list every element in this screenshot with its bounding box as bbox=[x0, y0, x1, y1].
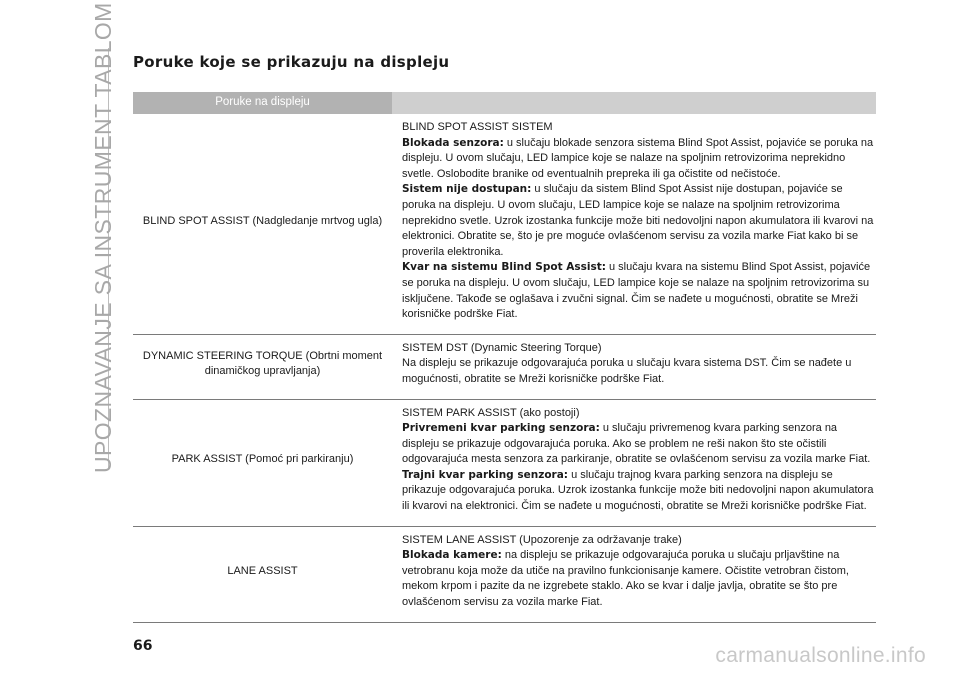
message-description-cell bbox=[392, 114, 876, 334]
page-number: 66 bbox=[133, 638, 153, 654]
system-title: SISTEM DST (Dynamic Steering Torque) bbox=[402, 341, 602, 354]
system-title: SISTEM LANE ASSIST (Upozorenje za održavanje trake) bbox=[402, 533, 682, 546]
watermark-text: carmanualsonline.info bbox=[715, 644, 926, 667]
table-row bbox=[133, 399, 876, 526]
message-paragraph bbox=[402, 468, 874, 515]
chapter-side-title-text: UPOZNAVANJE SA INSTRUMENT TABLOM bbox=[90, 2, 116, 473]
message-paragraph bbox=[402, 548, 874, 610]
table-header-col2 bbox=[392, 92, 876, 114]
system-title: SISTEM PARK ASSIST (ako postoji) bbox=[402, 406, 580, 419]
table-header-col1: Poruke na displeju bbox=[133, 92, 392, 114]
message-paragraph bbox=[402, 260, 874, 322]
table-body bbox=[133, 114, 876, 622]
message-description-cell bbox=[392, 334, 876, 399]
message-name-cell: BLIND SPOT ASSIST (Nadgledanje mrtvog ugla) bbox=[133, 114, 392, 334]
message-description-cell bbox=[392, 526, 876, 622]
message-text: u slučaju da sistem Blind Spot Assist nije dostupan, pojaviće se poruka na displeju. U ovom slučaju, LED lampice koje se nalaze na spoljnim retrovizorima neprekidno svetle. Uzrok izostanka funkcije može biti nedovoljni napon akumulatora ili kvarovi na elektronici. Obratite se, što je pre moguće ovlašćenom servisu za vozila marke Fiat kako bi se proverila elektronika. bbox=[402, 183, 874, 258]
message-description-cell bbox=[392, 399, 876, 526]
table-row bbox=[133, 114, 876, 334]
page-title: Poruke koje se prikazuju na displeju bbox=[133, 53, 450, 71]
message-name-cell: PARK ASSIST (Pomoć pri parkiranju) bbox=[133, 399, 392, 526]
table-row bbox=[133, 334, 876, 399]
message-name-cell: DYNAMIC STEERING TORQUE (Obrtni moment dinamičkog upravljanja) bbox=[133, 334, 392, 399]
system-title: BLIND SPOT ASSIST SISTEM bbox=[402, 121, 553, 133]
message-name-cell: LANE ASSIST bbox=[133, 526, 392, 622]
message-label: Blokada senzora: bbox=[402, 136, 504, 149]
message-label: Trajni kvar parking senzora: bbox=[402, 468, 568, 481]
message-text: Na displeju se prikazuje odgovarajuća poruka u slučaju kvara sistema DST. Čim se nađete u mogućnosti, obratite se Mreži korisničke podrške Fiat. bbox=[402, 357, 852, 385]
message-text: na displeju se prikazuje odgovarajuća poruka u slučaju prljavštine na vetrobranu koja može da utiče na pravilno funkcionisanje kamere. Očistite vetrobran čistom, mekom krpom i pazite da ne izgrebete staklo. Ako se kvar i dalje javlja, obratite se što pre ovlašćenom servisu za vozila marke Fiat. bbox=[402, 549, 849, 609]
message-paragraph bbox=[402, 136, 874, 183]
message-paragraph bbox=[402, 182, 874, 260]
message-paragraph bbox=[402, 356, 874, 387]
message-text: u slučaju privremenog kvara parking senzora na displeju se prikazuje odgovarajuća poruka. Ako se problem ne reši nakon što ste očistili odgovarajuća mesta senzora za parkiranje, obratite se ovlašćenom servisu za vozila marke Fiat. bbox=[402, 422, 871, 466]
message-label: Sistem nije dostupan: bbox=[402, 183, 532, 196]
message-label: Blokada kamere: bbox=[402, 549, 502, 562]
message-label: Kvar na sistemu Blind Spot Assist: bbox=[402, 261, 606, 274]
message-text: u slučaju kvara na sistemu Blind Spot Assist, pojaviće se poruka na displeju. U ovom slučaju, LED lampice koje se nalaze na spoljnim retrovizorima su isključene. Takođe se oglašava i zvučni signal. Čim se nađete u mogućnosti, obratite se Mreži korisničke podrške Fiat. bbox=[402, 261, 871, 321]
message-text: u slučaju blokade senzora sistema Blind Spot Assist, pojaviće se poruka na displeju. U ovom slučaju, LED lampice koje se nalaze na spoljnim retrovizorima neprekidno svetle. Oslobodite branike od eventualnih prepreka ili ga očistite od nečistoće. bbox=[402, 136, 874, 180]
table-row bbox=[133, 526, 876, 622]
display-messages-table bbox=[133, 92, 876, 623]
chapter-side-title bbox=[56, 0, 116, 500]
table-header-row bbox=[133, 92, 876, 114]
message-paragraph bbox=[402, 421, 874, 468]
message-text: u slučaju trajnog kvara parking senzora na displeju se prikazuje odgovarajuća poruka. Uzrok izostanka funkcije može biti nedovoljni napon akumulatora ili kvarovi na elektronici. Čim se nađete u mogućnosti, obratite se Mreži korisničke podrške Fiat. bbox=[402, 468, 874, 513]
message-label: Privremeni kvar parking senzora: bbox=[402, 422, 600, 435]
